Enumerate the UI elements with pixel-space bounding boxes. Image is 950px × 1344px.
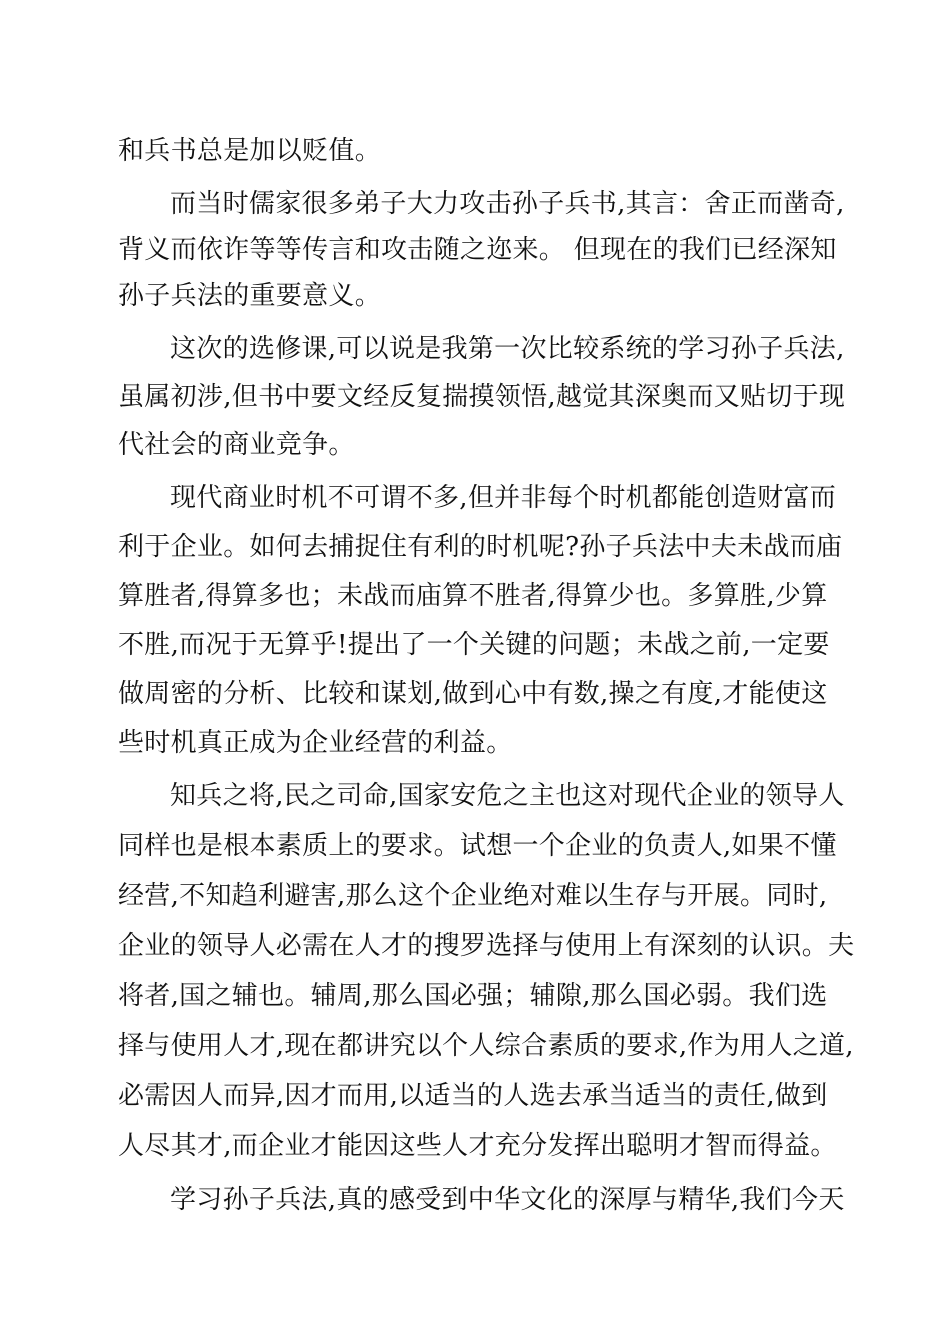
text-line: 利于企业。如何去捕捉住有利的时机呢?孙子兵法中夫未战而庙: [118, 532, 843, 562]
text-line: 择与使用人才,现在都讲究以个人综合素质的要求,作为用人之道,: [118, 1031, 854, 1061]
paragraph-first-line: 现代商业时机不可谓不多,但并非每个时机都能创造财富而: [170, 483, 837, 513]
paragraph-first-line: 学习孙子兵法,真的感受到中华文化的深厚与精华,我们今天: [170, 1185, 845, 1215]
text-line: 代社会的商业竞争。: [118, 430, 355, 460]
text-line: 孙子兵法的重要意义。: [118, 281, 382, 311]
text-line: 同样也是根本素质上的要求。试想一个企业的负责人,如果不懂: [118, 831, 837, 861]
paragraph-first-line: 而当时儒家很多弟子大力攻击孙子兵书,其言：舍正而凿奇,: [170, 189, 845, 219]
text-line: 将者,国之辅也。辅周,那么国必强；辅隙,那么国必弱。我们选: [118, 981, 828, 1011]
text-line: 算胜者,得算多也；未战而庙算不胜者,得算少也。多算胜,少算: [118, 581, 828, 611]
paragraph-first-line: 这次的选修课,可以说是我第一次比较系统的学习孙子兵法,: [170, 334, 845, 364]
text-line: 经营,不知趋利避害,那么这个企业绝对难以生存与开展。同时,: [118, 881, 828, 911]
text-line: 些时机真正成为企业经营的利益。: [118, 728, 513, 758]
text-line: 虽属初涉,但书中要文经反复揣摸领悟,越觉其深奥而又贴切于现: [118, 382, 846, 412]
text-line: 不胜,而况于无算乎!提出了一个关键的问题；未战之前,一定要: [118, 630, 830, 660]
text-line: 人尽其才,而企业才能因这些人才充分发挥出聪明才智而得益。: [118, 1131, 837, 1161]
text-line: 必需因人而异,因才而用,以适当的人选去承当适当的责任,做到: [118, 1081, 828, 1111]
text-line: 做周密的分析、比较和谋划,做到心中有数,操之有度,才能使这: [118, 679, 828, 709]
text-line: 企业的领导人必需在人才的搜罗选择与使用上有深刻的认识。夫: [118, 931, 855, 961]
text-line: 和兵书总是加以贬值。: [118, 136, 382, 166]
text-line: 背义而依诈等等传言和攻击随之迩来。 但现在的我们已经深知: [118, 235, 837, 265]
paragraph-first-line: 知兵之将,民之司命,国家安危之主也这对现代企业的领导人: [170, 781, 845, 811]
